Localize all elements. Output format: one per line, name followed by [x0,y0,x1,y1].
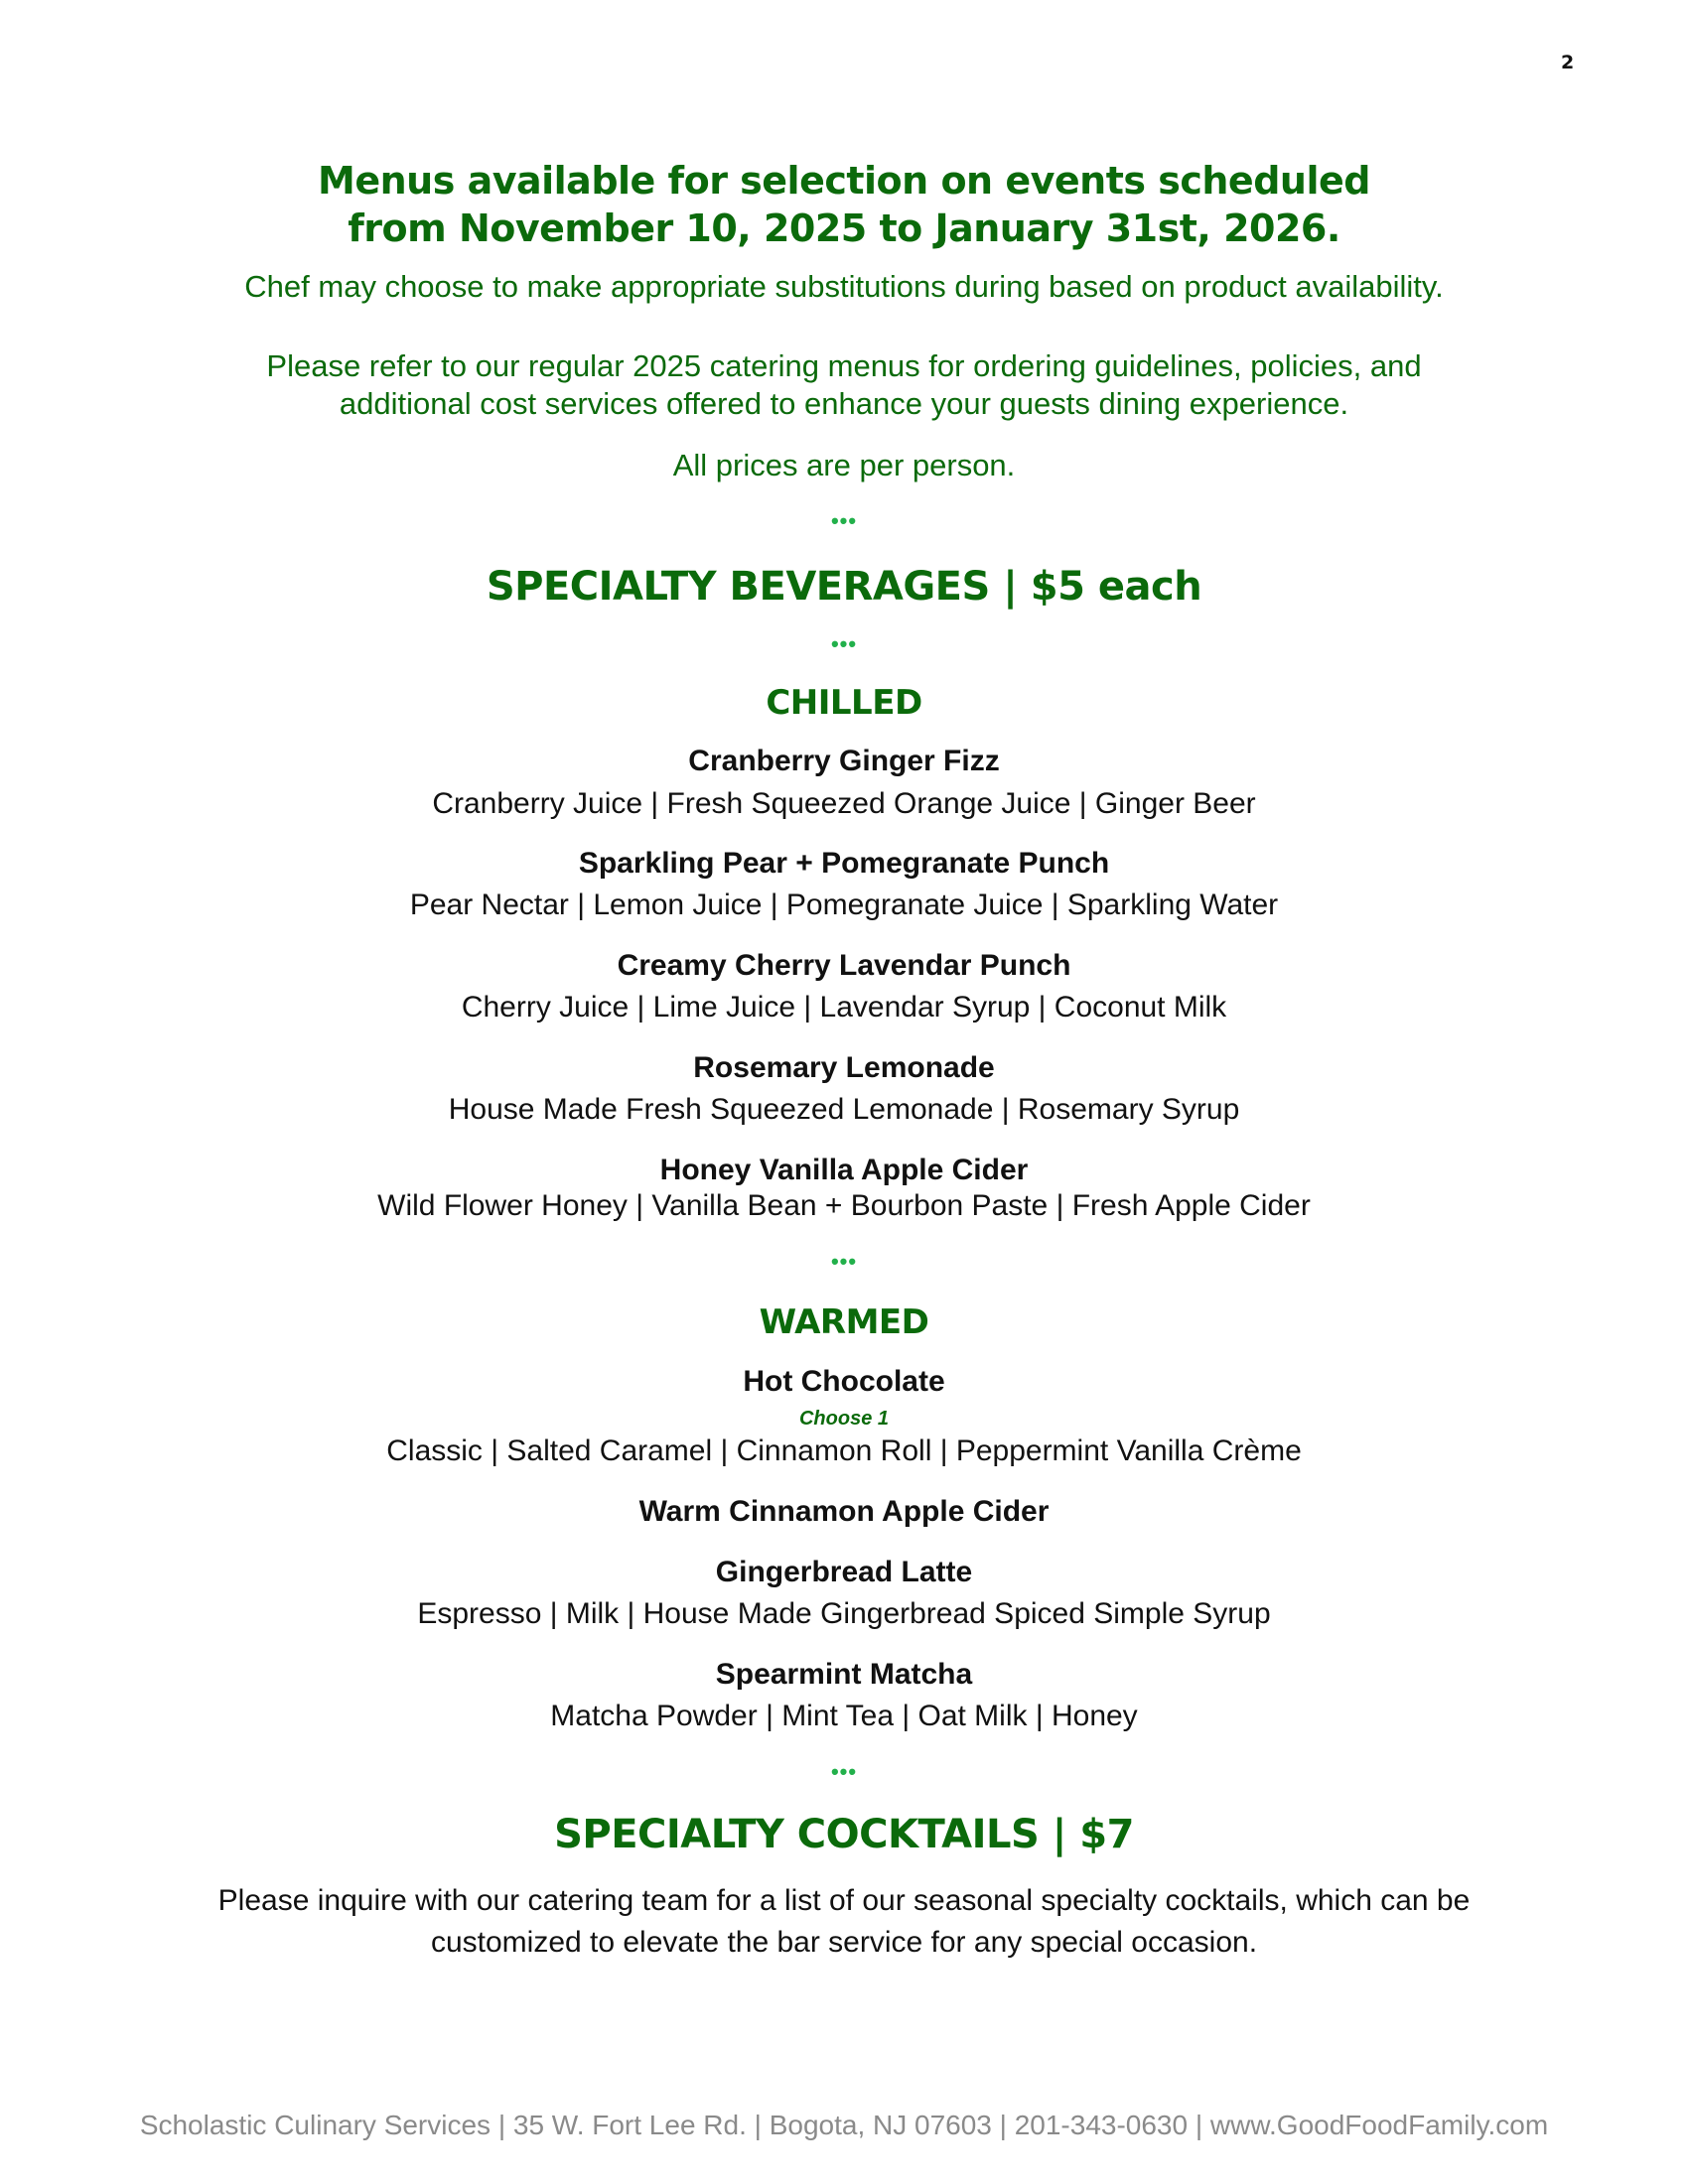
menu-item-name: Gingerbread Latte [715,1556,973,1588]
menu-item-desc: Matcha Powder | Mint Tea | Oat Milk | Honey [550,1700,1138,1732]
menu-item-name: Hot Chocolate [743,1365,945,1398]
menu-item-name: Cranberry Ginger Fizz [688,745,1000,777]
menu-item-name: Rosemary Lemonade [693,1051,995,1084]
chilled-title: CHILLED [766,683,922,723]
menu-item-desc: Espresso | Milk | House Made Gingerbread Spiced Simple Syrup [417,1597,1271,1630]
intro-title-line1: Menus available for selection on events scheduled [318,159,1370,203]
menu-item-desc: House Made Fresh Squeezed Lemonade | Rosemary Syrup [448,1093,1240,1126]
prices-note: All prices are per person. [672,448,1016,482]
menu-item-desc: Cranberry Juice | Fresh Squeezed Orange Juice | Ginger Beer [432,787,1256,820]
menu-item-desc: Cherry Juice | Lime Juice | Lavendar Syrup | Coconut Milk [461,991,1227,1024]
cocktails-text-line2: customized to elevate the bar service for any special occasion. [430,1926,1258,1959]
cocktails-text-line1: Please inquire with our catering team for a list of our seasonal specialty cocktails, which can be [217,1884,1471,1917]
chef-note: Chef may choose to make appropriate substitutions during based on product availability. [244,269,1444,304]
intro-title-line2: from November 10, 2025 to January 31st, 2026. [348,206,1340,250]
menu-item-desc: Classic | Salted Caramel | Cinnamon Roll | Peppermint Vanilla Crème [386,1434,1302,1467]
menu-item-name: Creamy Cherry Lavendar Punch [617,949,1071,982]
menu-item-name: Warm Cinnamon Apple Cider [638,1495,1050,1528]
refer-note-line1: Please refer to our regular 2025 catering menus for ordering guidelines, policies, and [266,348,1422,383]
divider-dots: ••• [830,1759,858,1784]
cocktails-title: SPECIALTY COCKTAILS | $7 [554,1812,1134,1857]
page-number: 2 [1561,52,1575,73]
divider-dots: ••• [830,631,858,656]
menu-item-desc: Pear Nectar | Lemon Juice | Pomegranate Juice | Sparkling Water [409,888,1279,921]
menu-item-name: Sparkling Pear + Pomegranate Punch [578,847,1110,880]
intro-title [0,157,1688,252]
menu-item-desc: Wild Flower Honey | Vanilla Bean + Bourbon Paste | Fresh Apple Cider [377,1189,1311,1222]
beverages-title: SPECIALTY BEVERAGES | $5 each [486,564,1202,610]
menu-item-name: Spearmint Matcha [715,1658,973,1691]
refer-note [0,347,1688,423]
divider-dots: ••• [830,1249,858,1274]
menu-item-name: Honey Vanilla Apple Cider [659,1154,1029,1186]
cocktails-text [0,1880,1688,1964]
divider-dots: ••• [830,508,858,533]
warmed-title: WARMED [759,1302,929,1342]
refer-note-line2: additional cost services offered to enhance your guests dining experience. [339,386,1349,421]
choose-note: Choose 1 [798,1408,890,1430]
footer-contact: Scholastic Culinary Services | 35 W. Fort Lee Rd. | Bogota, NJ 07603 | 201-343-0630 | www.GoodFoodFamily.com [139,2110,1549,2140]
